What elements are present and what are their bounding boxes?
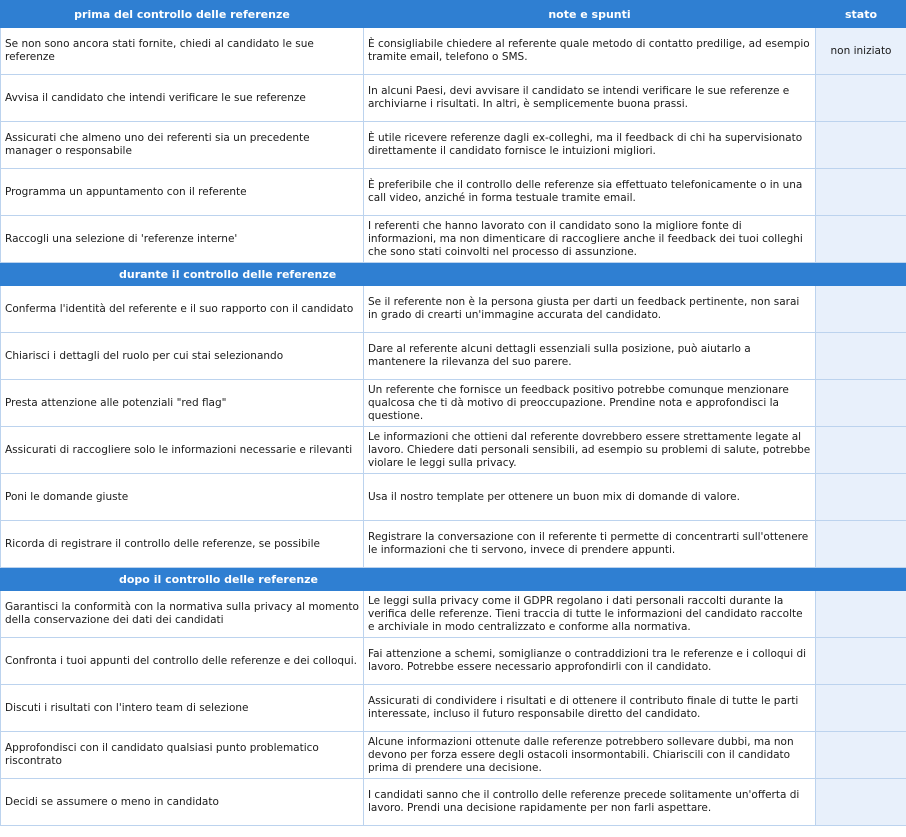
status-cell[interactable] — [816, 427, 906, 474]
note-cell[interactable]: Registrare la conversazione con il referente ti permette di concentrarti sull'ottenere le informazioni che ti servono, invece di prendere appunti. — [364, 521, 816, 568]
section-header-cell[interactable] — [364, 263, 816, 286]
table-row — [1, 286, 906, 333]
table-row — [1, 732, 906, 779]
note-cell[interactable]: I candidati sanno che il controllo delle referenze precede solitamente un'offerta di lavoro. Prendi una decisione rapidamente per non farli aspettare. — [364, 779, 816, 826]
action-cell[interactable]: Garantisci la conformità con la normativa sulla privacy al momento della conservazione dei dati dei candidati — [1, 591, 364, 638]
table-row — [1, 122, 906, 169]
status-cell[interactable] — [816, 779, 906, 826]
status-cell[interactable] — [816, 591, 906, 638]
note-cell[interactable]: È utile ricevere referenze dagli ex-colleghi, ma il feedback di chi ha supervisionato direttamente il candidato fornisce le intuizioni migliori. — [364, 122, 816, 169]
action-cell[interactable]: Poni le domande giuste — [1, 474, 364, 521]
table-row — [1, 169, 906, 216]
action-cell[interactable]: Decidi se assumere o meno in candidato — [1, 779, 364, 826]
note-cell[interactable]: Usa il nostro template per ottenere un buon mix di domande di valore. — [364, 474, 816, 521]
action-cell[interactable]: Approfondisci con il candidato qualsiasi punto problematico riscontrato — [1, 732, 364, 779]
section-header-row — [1, 263, 906, 286]
table-row — [1, 427, 906, 474]
section-header-cell[interactable] — [816, 568, 906, 591]
action-cell[interactable]: Raccogli una selezione di 'referenze interne' — [1, 216, 364, 263]
status-cell[interactable] — [816, 685, 906, 732]
status-cell[interactable] — [816, 333, 906, 380]
table-row — [1, 779, 906, 826]
note-cell[interactable]: In alcuni Paesi, devi avvisare il candidato se intendi verificare le sue referenze e archiviarne i risultati. In altri, è semplicemente buona prassi. — [364, 75, 816, 122]
action-cell[interactable]: Presta attenzione alle potenziali "red flag" — [1, 380, 364, 427]
note-cell[interactable]: Le informazioni che ottieni dal referente dovrebbero essere strettamente legate al lavoro. Chiedere dati personali sensibili, ad esempio su problemi di salute, potrebbe violare le leggi sulla privacy. — [364, 427, 816, 474]
status-cell[interactable] — [816, 474, 906, 521]
action-cell[interactable]: Conferma l'identità del referente e il suo rapporto con il candidato — [1, 286, 364, 333]
status-cell[interactable] — [816, 286, 906, 333]
note-cell[interactable]: Assicurati di condividere i risultati e di ottenere il contributo finale di tutte le parti interessate, incluso il futuro responsabile diretto del candidato. — [364, 685, 816, 732]
note-cell[interactable]: Un referente che fornisce un feedback positivo potrebbe comunque menzionare qualcosa che ti dà motivo di preoccupazione. Prendine nota e approfondisci la questione. — [364, 380, 816, 427]
table-row — [1, 333, 906, 380]
action-cell[interactable]: Assicurati di raccogliere solo le informazioni necessarie e rilevanti — [1, 427, 364, 474]
note-cell[interactable]: È preferibile che il controllo delle referenze sia effettuato telefonicamente o in una call video, anziché in forma testuale tramite email. — [364, 169, 816, 216]
header-status[interactable]: stato — [816, 1, 906, 28]
header-action[interactable]: prima del controllo delle referenze — [1, 1, 364, 28]
action-cell[interactable]: Discuti i risultati con l'intero team di selezione — [1, 685, 364, 732]
table-row — [1, 75, 906, 122]
status-cell[interactable] — [816, 216, 906, 263]
table-row — [1, 685, 906, 732]
note-cell[interactable]: Le leggi sulla privacy come il GDPR regolano i dati personali raccolti durante la verifica delle referenze. Tieni traccia di tutte le informazioni del candidato raccolte e archiviale in modo centralizzato e conforme alla normativa. — [364, 591, 816, 638]
section-title[interactable]: dopo il controllo delle referenze — [1, 568, 364, 591]
status-cell[interactable] — [816, 638, 906, 685]
note-cell[interactable]: Fai attenzione a schemi, somiglianze o contraddizioni tra le referenze e i colloqui di lavoro. Potrebbe essere necessario approfondirli con il candidato. — [364, 638, 816, 685]
action-cell[interactable]: Se non sono ancora stati fornite, chiedi al candidato le sue referenze — [1, 28, 364, 75]
status-cell[interactable] — [816, 380, 906, 427]
table-row — [1, 521, 906, 568]
table-row — [1, 216, 906, 263]
status-cell[interactable] — [816, 521, 906, 568]
status-cell[interactable] — [816, 75, 906, 122]
header-notes[interactable]: note e spunti — [364, 1, 816, 28]
section-title[interactable]: durante il controllo delle referenze — [1, 263, 364, 286]
action-cell[interactable]: Ricorda di registrare il controllo delle referenze, se possibile — [1, 521, 364, 568]
action-cell[interactable]: Assicurati che almeno uno dei referenti sia un precedente manager o responsabile — [1, 122, 364, 169]
action-cell[interactable]: Chiarisci i dettagli del ruolo per cui stai selezionando — [1, 333, 364, 380]
note-cell[interactable]: I referenti che hanno lavorato con il candidato sono la migliore fonte di informazioni, ma non dimenticare di raccogliere anche il feedback dei tuoi colleghi che sono stati coinvolti nel processo di assunzione. — [364, 216, 816, 263]
action-cell[interactable]: Confronta i tuoi appunti del controllo delle referenze e dei colloqui. — [1, 638, 364, 685]
section-header-cell[interactable] — [364, 568, 816, 591]
status-cell[interactable] — [816, 169, 906, 216]
action-cell[interactable]: Programma un appuntamento con il referente — [1, 169, 364, 216]
note-cell[interactable]: Dare al referente alcuni dettagli essenziali sulla posizione, può aiutarlo a mantenere la rilevanza del suo parere. — [364, 333, 816, 380]
status-cell[interactable]: non iniziato — [816, 28, 906, 75]
note-cell[interactable]: È consigliabile chiedere al referente quale metodo di contatto predilige, ad esempio tramite email, telefono o SMS. — [364, 28, 816, 75]
table-row — [1, 380, 906, 427]
table-row — [1, 591, 906, 638]
status-cell[interactable] — [816, 732, 906, 779]
action-cell[interactable]: Avvisa il candidato che intendi verificare le sue referenze — [1, 75, 364, 122]
status-cell[interactable] — [816, 122, 906, 169]
section-header-row — [1, 568, 906, 591]
table-row — [1, 474, 906, 521]
table-row — [1, 28, 906, 75]
section-header-cell[interactable] — [816, 263, 906, 286]
header-row — [1, 1, 906, 28]
note-cell[interactable]: Alcune informazioni ottenute dalle referenze potrebbero sollevare dubbi, ma non devono per forza essere degli ostacoli insormontabili. Chiariscili con il candidato prima di prendere una decisione. — [364, 732, 816, 779]
note-cell[interactable]: Se il referente non è la persona giusta per darti un feedback pertinente, non sarai in grado di crearti un'immagine accurata del candidato. — [364, 286, 816, 333]
table-row — [1, 638, 906, 685]
